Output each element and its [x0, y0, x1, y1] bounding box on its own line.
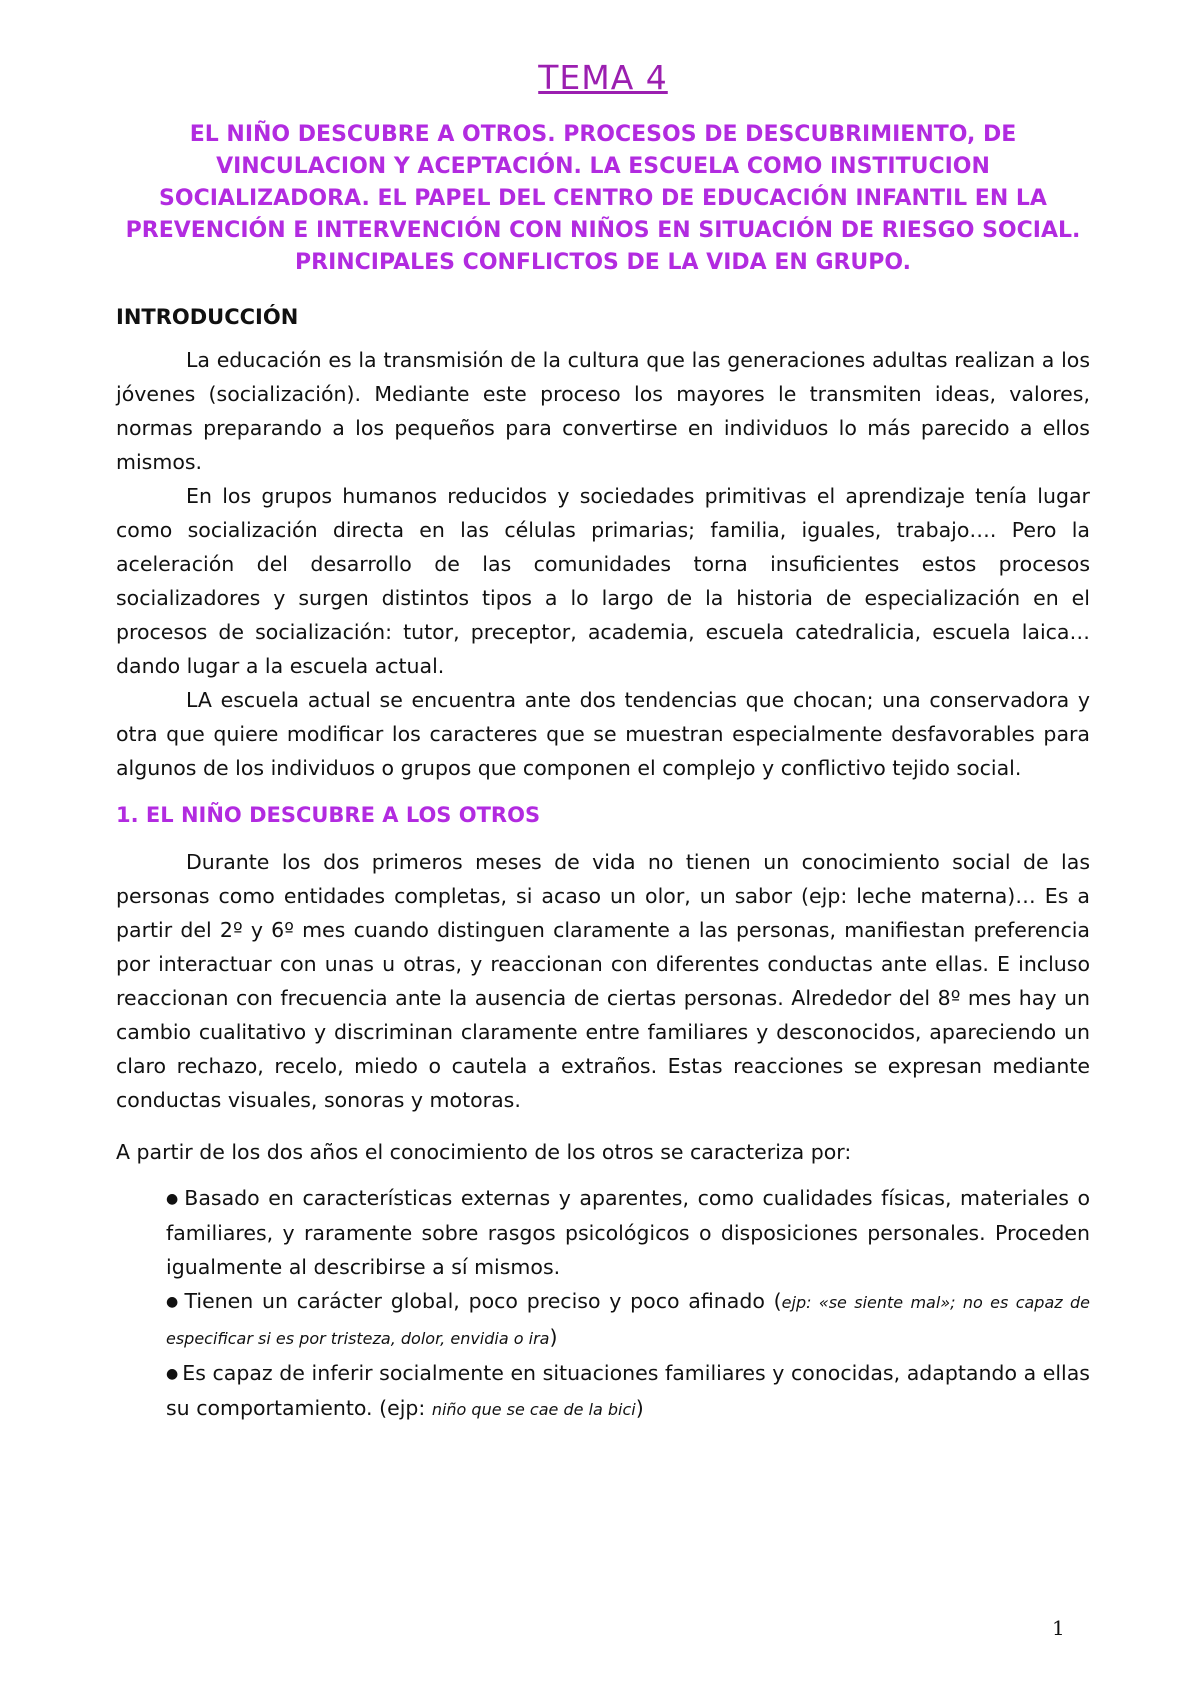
characteristics-list: [116, 1181, 1090, 1427]
topic-heading: TEMA 4: [538, 58, 668, 97]
bullet-icon: ●: [166, 1191, 181, 1207]
list-item-text: Es capaz de inferir socialmente en situaciones familiares y conocidas, adaptando a ellas su comportamiento. (ejp:: [166, 1361, 1090, 1420]
example-text: ejp: «se siente mal»; no es capaz de especificar si es por tristeza, dolor, envidia o ira: [166, 1293, 1091, 1348]
intro-paragraph-3: LA escuela actual se encuentra ante dos tendencias que chocan; una conservadora y otra que quiere modificar los caracteres que se muestran especialmente desfavorables para algunos de los individuos o grupos que componen el complejo y conflictivo tejido social.: [116, 688, 1090, 780]
list-item-close: ): [635, 1396, 644, 1420]
list-item-text: Basado en características externas y aparentes, como cualidades físicas, materiales o familiares, y raramente sobre rasgos psicológicos o disposiciones personales. Proceden igualmente al describirse a sí mismos.: [166, 1186, 1090, 1279]
intro-paragraph-1: La educación es la transmisión de la cultura que las generaciones adultas realizan a los jóvenes (socialización). Mediante este proceso los mayores le transmiten ideas, valores, normas preparando a los pequeños para convertirse en individuos lo más parecido a ellos mismos.: [116, 348, 1090, 474]
topic-subtitle: EL NIÑO DESCUBRE A OTROS. PROCESOS DE DESCUBRIMIENTO, DE VINCULACION Y ACEPTACIÓN. LA ESCUELA COMO INSTITUCION SOCIALIZADORA. EL PAPEL DEL CENTRO DE EDUCACIÓN INFANTIL EN LA PREVENCIÓN E INTERVENCIÓN CON NIÑOS EN SITUACIÓN DE RIESGO SOCIAL. PRINCIPALES CONFLICTOS DE LA VIDA EN GRUPO.: [125, 122, 1081, 275]
list-item-text: Tienen un carácter global, poco preciso y poco afinado (: [184, 1289, 782, 1313]
bullet-icon: ●: [166, 1294, 181, 1310]
section-1-paragraph-1: Durante los dos primeros meses de vida no tienen un conocimiento social de las personas como entidades completas, si acaso un olor, un sabor (ejp: leche materna)… Es a partir del 2º y 6º mes cuando distinguen claramente a las personas, manifiestan preferencia por interactuar con unas u otras, y reaccionan con diferentes conductas ante ellas. E incluso reaccionan con frecuencia ante la ausencia de ciertas personas. Alrededor del 8º mes hay un cambio cualitativo y discriminan claramente entre familiares y desconocidos, apareciendo un claro rechazo, recelo, miedo o cautela a extraños. Estas reacciones se expresan mediante conductas visuales, sonoras y motoras.: [116, 850, 1090, 1112]
list-item: [166, 1284, 1090, 1356]
page-content: [116, 58, 1090, 1427]
example-text: niño que se cae de la bici: [431, 1400, 636, 1419]
intro-paragraph-2: En los grupos humanos reducidos y sociedades primitivas el aprendizaje tenía lugar como socialización directa en las células primarias; familia, iguales, trabajo…. Pero la aceleración del desarrollo de las comunidades torna insuficientes estos procesos socializadores y surgen distintos tipos a lo largo de la historia de especialización en el procesos de socialización: tutor, preceptor, academia, escuela catedralicia, escuela laica… dando lugar a la escuela actual.: [116, 484, 1090, 678]
list-item-close: ): [549, 1325, 558, 1349]
page-number: 1: [1052, 1616, 1065, 1640]
section-1-paragraph-2: A partir de los dos años el conocimiento de los otros se caracteriza por:: [116, 1140, 852, 1164]
section-1-heading: 1. EL NIÑO DESCUBRE A LOS OTROS: [116, 803, 541, 827]
bullet-icon: ●: [166, 1366, 179, 1382]
intro-heading: INTRODUCCIÓN: [116, 305, 299, 329]
list-item: [166, 1356, 1090, 1427]
list-item: [166, 1181, 1090, 1284]
